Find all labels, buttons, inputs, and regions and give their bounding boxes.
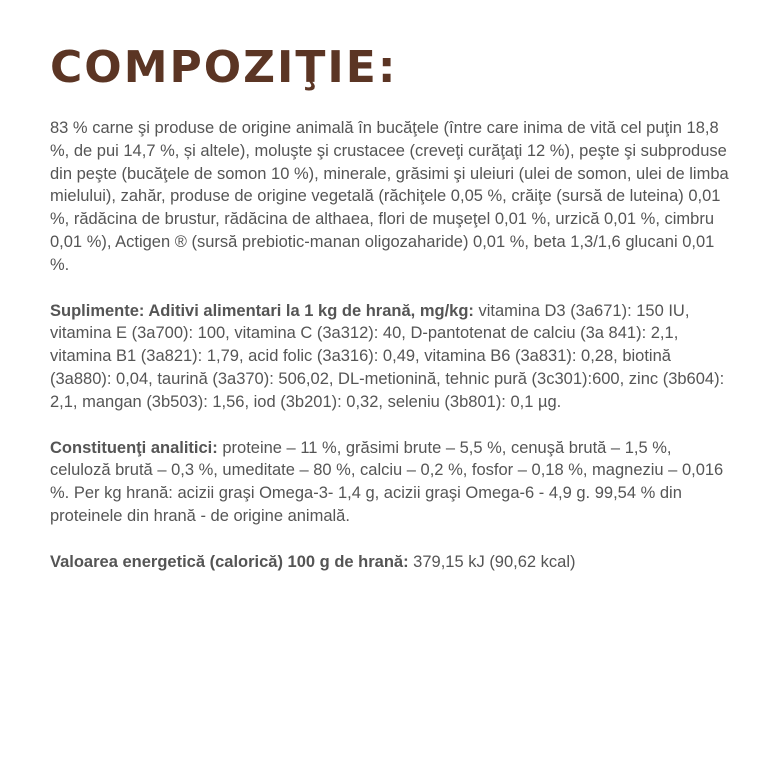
composition-paragraph (50, 117, 730, 277)
energy-value-paragraph (50, 551, 730, 574)
energy-value-label: Valoarea energetică (calorică) 100 g de hrană: (50, 552, 409, 571)
composition-text: 83 % carne şi produse de origine animală în bucăţele (între care inima de vită cel puţin 18,8 %, de pui 14,7 %, și altele), moluşte şi crustacee (creveţi curăţaţi 12 %), peşte şi subproduse din peşte (bucăţele de somon 10 %), minerale, grăsimi şi uleiuri (ulei de somon, ulei de limba mielului), zahăr, produse de origine vegetală (răchiţele 0,05 %, crăiţe (sursă de luteina) 0,01 %, rădăcina de brustur, rădăcina de althaea, flori de muşeţel 0,01 %, urzică 0,01 %, cimbru 0,01 %), Actigen ® (sursă prebiotic-manan oligozaharide) 0,01 %, beta 1,3/1,6 glucani 0,01 %. (50, 119, 729, 274)
analytical-constituents-label: Constituenţi analitici: (50, 438, 218, 457)
supplements-text: vitamina D3 (3a671): 150 IU, vitamina E (3a700): 100, vitamina C (3a312): 40, D-pantotenat de calciu (3a 841): 2,1, vitamina B1 (3a821): 1,79, acid folic (3a316): 0,49, vitamina B6 (3a831): 0,28, biotină (3a880): 0,04, taurină (3a370): 506,02, DL-metionină, tehnic pură (3c301):600, zinc (3b604): 2,1, mangan (3b503): 1,56, iod (3b201): 0,32, seleniu (3b801): 0,1 µg. (50, 301, 725, 411)
analytical-constituents-paragraph (50, 437, 730, 528)
supplements-label: Suplimente: Aditivi alimentari la 1 kg de hrană, mg/kg: (50, 301, 474, 320)
analytical-constituents-text: proteine – 11 %, grăsimi brute – 5,5 %, cenuşă brută – 1,5 %, celuloză brută – 0,3 %, umeditate – 80 %, calciu – 0,2 %, fosfor – 0,18 %, magneziu – 0,016 %. Per kg hrană: acizii graşi Omega-3- 1,4 g, acizii graşi Omega-6 - 4,9 g. 99,54 % din proteinele din hrană - de origine animală. (50, 438, 724, 525)
page-title: COMPOZIŢIE: (50, 42, 398, 93)
energy-value-text: 379,15 kJ (90,62 kcal) (408, 552, 576, 571)
supplements-paragraph (50, 300, 730, 414)
composition-content (50, 117, 730, 597)
